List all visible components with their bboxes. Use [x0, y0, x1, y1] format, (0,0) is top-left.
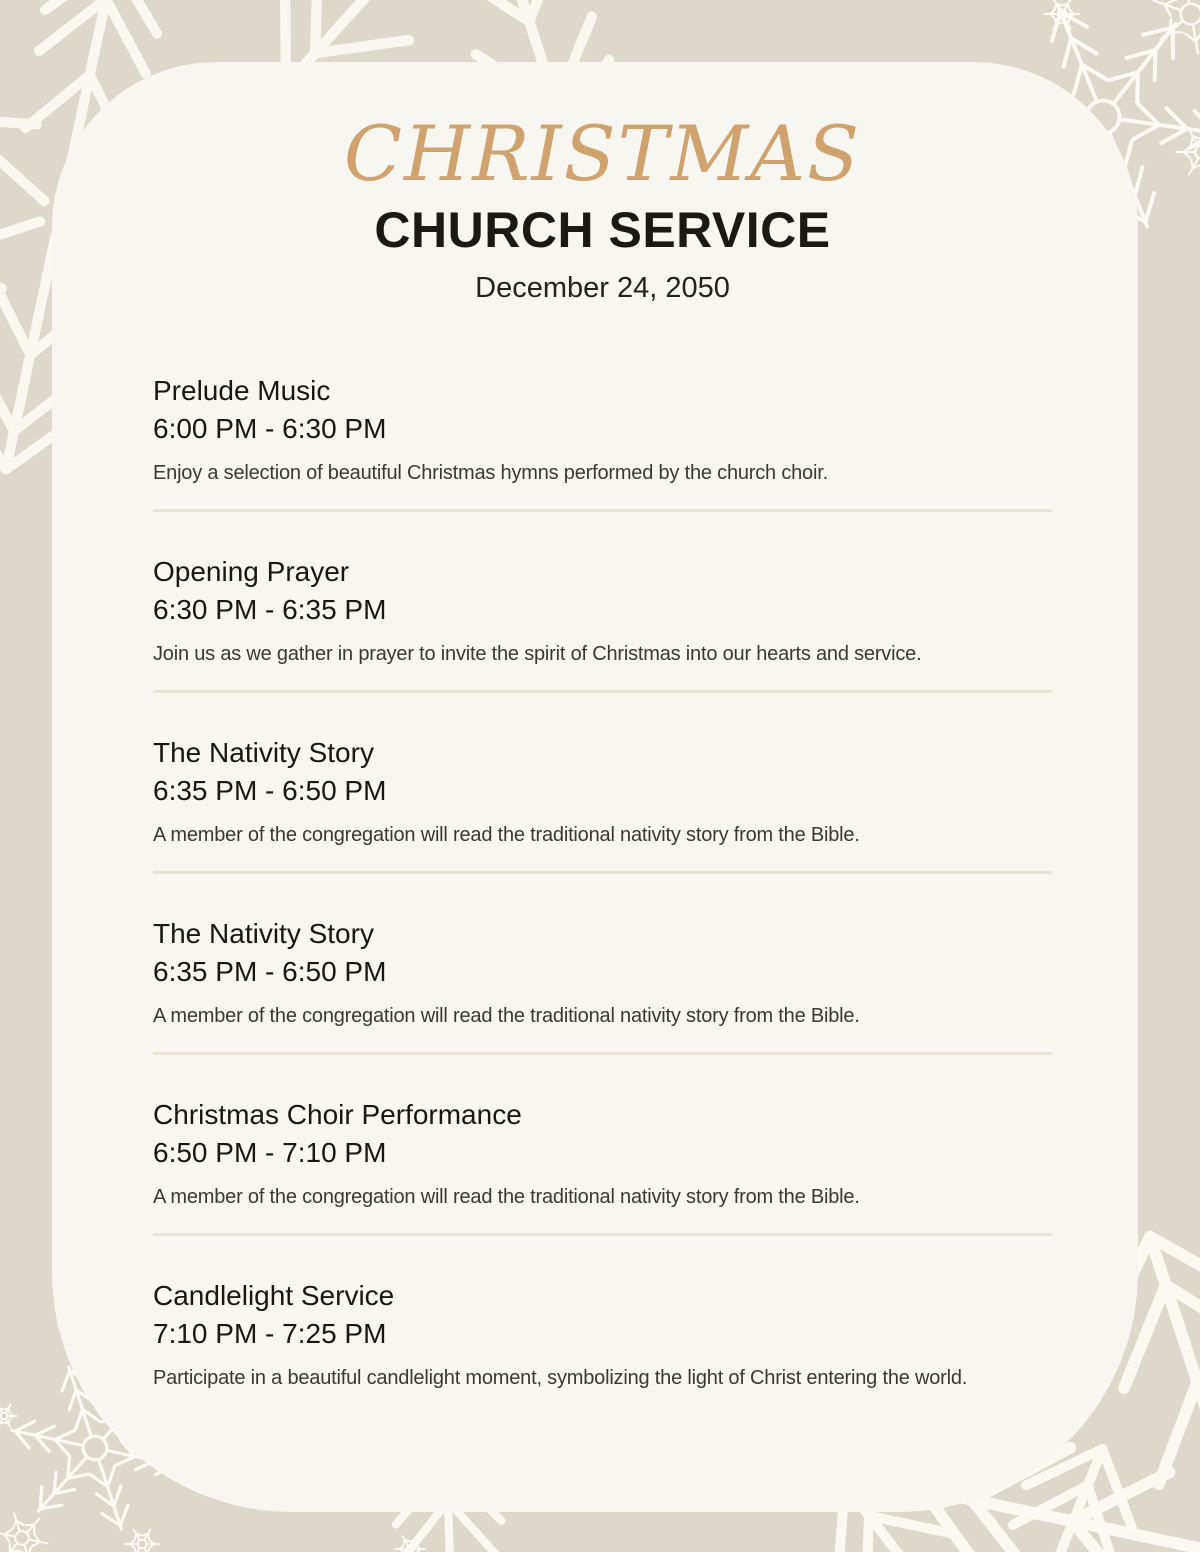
item-title: Candlelight Service [153, 1280, 395, 1311]
item-description: Enjoy a selection of beautiful Christmas hymns performed by the church choir. [153, 462, 828, 484]
section-divider [153, 1233, 1052, 1236]
schedule-item [153, 372, 1052, 489]
title-church-service: CHURCH SERVICE [374, 202, 831, 258]
schedule-item [153, 1096, 1052, 1213]
item-time: 6:35 PM - 6:50 PM [153, 775, 387, 806]
section-divider [153, 871, 1052, 874]
item-title: Prelude Music [153, 375, 331, 406]
item-description: Participate in a beautiful candlelight moment, symbolizing the light of Christ entering the world. [153, 1367, 968, 1389]
program-header [153, 108, 1052, 306]
item-title: The Nativity Story [153, 918, 374, 949]
item-time: 6:30 PM - 6:35 PM [153, 594, 387, 625]
title-christmas: CHRISTMAS [343, 109, 862, 198]
item-time: 6:50 PM - 7:10 PM [153, 1137, 387, 1168]
item-time: 7:10 PM - 7:25 PM [153, 1318, 387, 1349]
item-description: A member of the congregation will read the traditional nativity story from the Bible. [153, 1186, 860, 1208]
snowflake-icon [0, 1403, 17, 1428]
item-title: Opening Prayer [153, 556, 350, 587]
schedule-item [153, 1277, 1052, 1394]
item-description: Join us as we gather in prayer to invite the spirit of Christmas into our hearts and service. [153, 643, 922, 665]
item-time: 6:00 PM - 6:30 PM [153, 413, 387, 444]
schedule-item [153, 553, 1052, 670]
snowflake-icon [125, 1527, 159, 1552]
item-description: A member of the congregation will read the traditional nativity story from the Bible. [153, 824, 860, 846]
item-title: Christmas Choir Performance [153, 1099, 522, 1130]
section-divider [153, 1052, 1052, 1055]
item-time: 6:35 PM - 6:50 PM [153, 956, 387, 987]
item-title: The Nativity Story [153, 737, 374, 768]
snowflake-icon [0, 1508, 53, 1552]
section-divider [153, 690, 1052, 693]
item-description: A member of the congregation will read the traditional nativity story from the Bible. [153, 1005, 860, 1027]
event-date: December 24, 2050 [475, 272, 730, 304]
section-divider [153, 509, 1052, 512]
program-card [52, 62, 1138, 1512]
schedule-item [153, 915, 1052, 1032]
schedule-list [153, 372, 1052, 1394]
schedule-item [153, 734, 1052, 851]
